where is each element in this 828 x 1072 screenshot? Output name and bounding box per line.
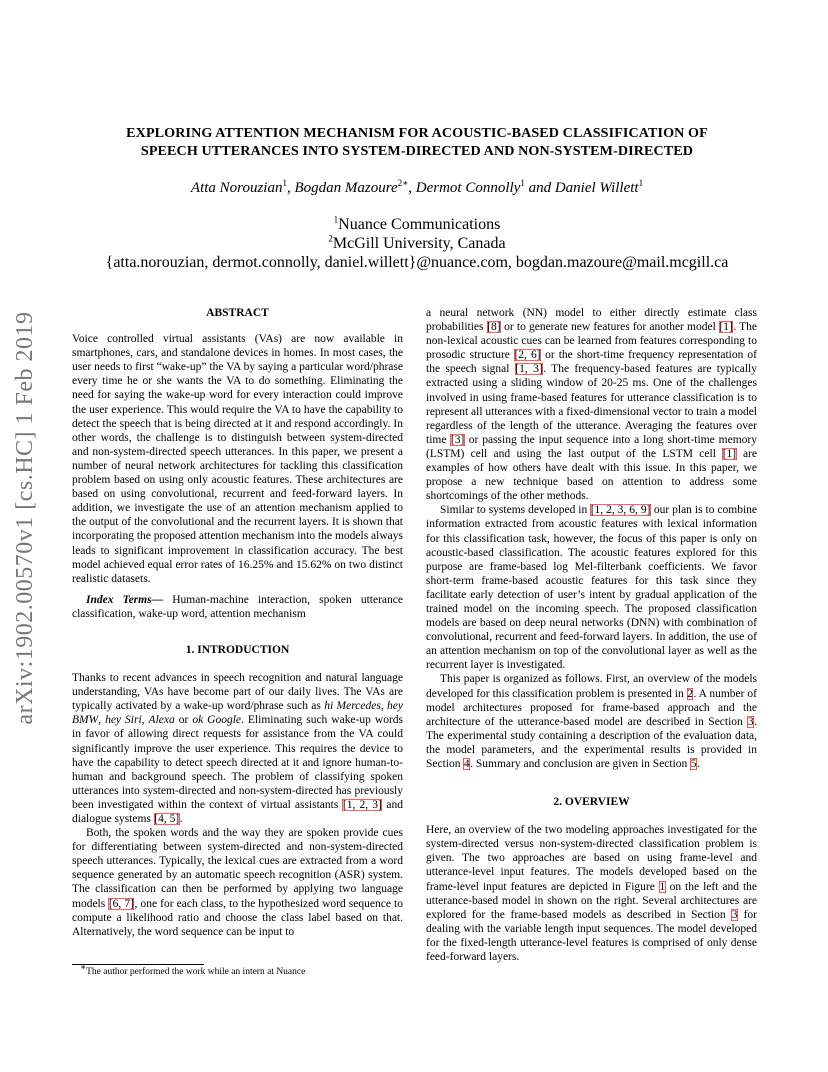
author-sup: 2∗ [397, 178, 409, 188]
author-name: Dermot Connolly [415, 180, 521, 196]
section-ref-link[interactable]: 2 [687, 687, 693, 700]
author-sup: 1 [282, 178, 287, 188]
author-name: Bogdan Mazoure [294, 180, 398, 196]
footnote: ∗The author performed the work while an intern at Nuance [80, 961, 306, 977]
figure-ref-link[interactable]: 1 [659, 880, 666, 893]
intro-paragraph-2: Both, the spoken words and the way they are spoken provide cues for differentiating between system-directed and non-system-directed speech utterances. Typically, the lexical cues are extracted from a word sequence generated by an automatic speech recognition (ASR) system. The classification can then be performed by applying two language models [6, 7], one for each class, to the hypothesized word sequence to compute a likelihood ratio and choose the class label based on that. Alternatively, the word sequence can be input to [72, 827, 403, 938]
author-sup: 1 [638, 178, 644, 188]
citation-link[interactable]: [3] [450, 433, 465, 446]
affiliations [72, 215, 762, 272]
abstract-text: Voice controlled virtual assistants (VAs) are now available in smartphones, cars, and standalone devices in homes. In most cases, the user needs to first “wake-up” the VA by saying a particular word/phrase every time he or she wants the VA to do something. Eliminating the need for saying the wake-up word for every interaction could improve the user experience. This would require the VA to have the capability to detect the speech that is being directed at it and respond accordingly. In other words, the challenge is to distinguish between system-directed and non-system-directed speech utterances. In this paper, we present a number of neural network architectures for tackling this classification problem based on using only acoustic features. These architectures are based on using convolutional, recurrent and feed-forward layers. In addition, we investigate the use of an attention mechanism applied to the output of the convolutional and the recurrent layers. It is shown that incorporating the proposed attention mechanism into the models always leads to significant improvement in classification accuracy. The best model achieved equal error rates of 16.25% and 15.62% on two distinct realistic datasets. [72, 333, 403, 585]
citation-link[interactable]: [1, 3] [515, 363, 543, 376]
section-ref-link[interactable]: 4 [463, 758, 470, 770]
author-name: Atta Norouzian [190, 180, 283, 196]
citation-link[interactable]: [8] [487, 321, 501, 334]
overview-paragraph: Here, an overview of the two modeling approaches investigated for the system-directed versus non-system-directed classification problem is given. The two approaches are based on using frame-level and utterance-level input features. The models developed based on the frame-level input features are depicted in Figure 1 on the left and the utterance-based model in shown on the right. Several architectures are explored for the frame-based models as described in Section 3 for dealing with the variable length input sequences. The model developed for the fixed-length utterance-level features is comprised of only dense feed-forward layers. [426, 824, 758, 964]
citation-link[interactable]: [6, 7] [108, 897, 134, 910]
right-paragraph-2: Similar to systems developed in [1, 2, 3, 6, 9] our plan is to combine information extracted from acoustic features with lexical information for this classification task, however, the focus of this paper is only on acoustic-based classification. The acoustic features explored for this purpose are frame-based log Mel-filterbank coefficients. We favor short-term frame-based acoustic features for this task since they facilitate early detection of user’s intent by gradual application of the trained model on the incoming speech. The proposed classification models are based on deep neural networks (DNN) with combination of convolutional, recurrent and feed-forward layers. In addition, the use of an attention mechanism on top of the convolutional layer as well as the recurrent layer is investigated. [426, 504, 757, 672]
citation-link[interactable]: [2, 6] [514, 349, 541, 362]
email-addresses: {atta.norouzian, dermot.connolly, daniel.willett}@nuance.com, bogdan.mazoure@mail.mcgill.ca [105, 254, 729, 271]
author-list: Atta Norouzian$^1$, Bogdan Mazoure$^{2∗}$, Dermot Connolly$^1$ and Daniel Willett$^1$ [190, 178, 644, 196]
citation-link[interactable]: [1] [719, 321, 733, 334]
citation-link[interactable]: [4, 5] [154, 813, 180, 825]
title-line-1: EXPLORING ATTENTION MECHANISM FOR ACOUSTIC-BASED CLASSIFICATION OF [126, 125, 708, 141]
index-terms: Index Terms— Human-machine interaction, spoken utterance classification, wake-up word, attention mechanism [72, 593, 403, 620]
title-line-2: SPEECH UTTERANCES INTO SYSTEM-DIRECTED AND NON-SYSTEM-DIRECTED [140, 143, 694, 159]
citation-link[interactable]: [1, 2, 3] [342, 798, 382, 811]
section-ref-link[interactable]: 5 [690, 758, 697, 770]
abstract-heading: ABSTRACT [206, 307, 269, 319]
paper-title [72, 124, 762, 160]
arxiv-sidebar-stamp: arXiv:1902.00570v1 [cs.HC] 1 Feb 2019 [12, 311, 38, 725]
section-ref-link[interactable]: 3 [747, 715, 754, 728]
overview-heading: 2. OVERVIEW [553, 796, 630, 809]
affiliation-1: $^1$Nuance Communications [333, 214, 501, 233]
section-ref-link[interactable]: 3 [731, 908, 738, 921]
citation-link[interactable]: [1] [722, 447, 737, 460]
footnote-divider [72, 964, 204, 965]
right-paragraph-1: a neural network (NN) model to either directly estimate class probabilities [8] or to generate new features for another model [1]. The non-lexical acoustic cues can be learned from features corresponding to prosodic structure [2, 6] or the short-time frequency representation of the speech signal [1, 3]. The frequency-based features are typically extracted using a sliding window of 20-25 ms. One of the challenges involved in using frame-based features for utterance classification is to represent all utterances with a fixed-dimensional vector to train a model regardless of the length of the utterance. Averaging the features over time [3] or passing the input sequence into a long short-time memory (LSTM) cell and using the last output of the LSTM cell [1] are examples of how others have dealt with this issue. In this paper, we propose a new technique based on attention to address some shortcomings of the other methods. [426, 307, 758, 503]
left-column [72, 306, 403, 939]
right-paragraph-3: This paper is organized as follows. First, an overview of the models developed for this classification problem is presented in 2. A number of model architectures proposed for frame-based approach and the architecture of the utterance-based model are described in Section 3. The experimental study containing a description of the evaluation data, the model parameters, and the experimental results is provided in Section 4. Summary and conclusion are given in Section 5. [426, 673, 757, 770]
introduction-heading: 1. INTRODUCTION [185, 643, 290, 656]
author-sup: 1 [520, 178, 525, 188]
intro-paragraph-1: Thanks to recent advances in speech recognition and natural language understanding, VAs have become part of our daily lives. The VAs are typically activated by a wake-up word/phrase such as hi Mercedes, hey BMW, hey Siri, Alexa or ok Google. Eliminating such wake-up words in favor of allowing direct requests for assistance from the VA could significantly improve the user experience. This requires the device to have the capability to detect speech directed at it and ignore human-to-human and background speech. The problem of classifying spoken utterances into system-directed and non-system-directed has previously been investigated within the context of virtual assistants [1, 2, 3] and dialogue systems [4, 5]. [72, 672, 404, 825]
affiliation-2: $^2$McGill University, Canada [328, 233, 506, 252]
right-column [426, 306, 757, 964]
citation-link[interactable]: [1, 2, 3, 6, 9] [590, 504, 651, 517]
author-name: Daniel Willett [554, 180, 639, 196]
